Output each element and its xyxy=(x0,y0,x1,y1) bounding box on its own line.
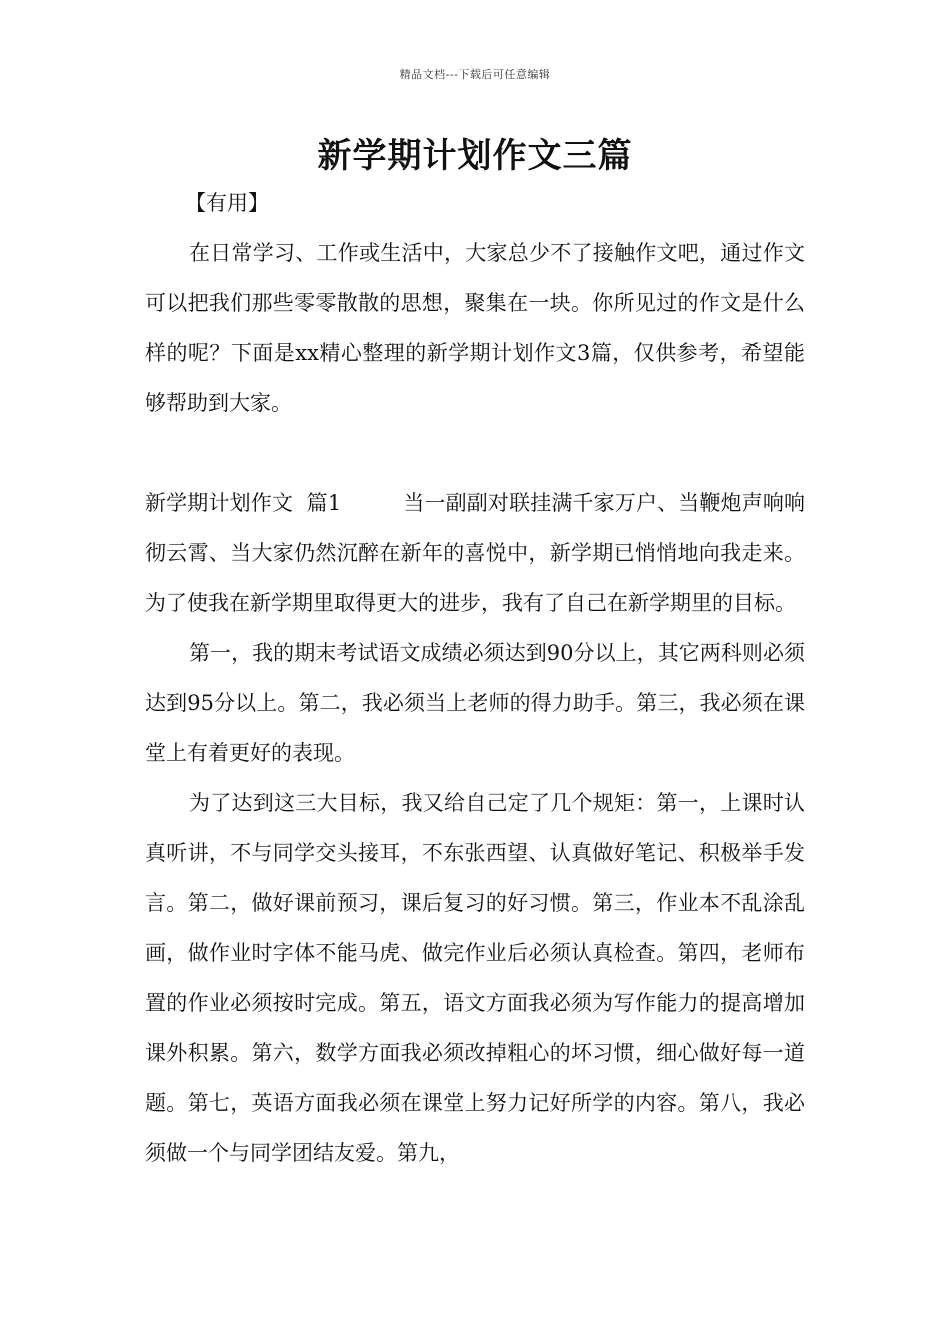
document-title: 新学期计划作文三篇 xyxy=(317,136,633,176)
section1-first-paragraph xyxy=(145,478,805,628)
section1-paragraph-2: 第一，我的期末考试语文成绩必须达到90分以上，其它两科则必须达到95分以上。第二，我必须当上老师的得力助手。第三，我必须在课堂上有着更好的表现。 xyxy=(145,641,805,765)
section1-lead: 当一副副对联挂满千家万户、当鞭炮声响响彻云霄、当大家仍然沉醉在新年的喜悦中，新学期已悄悄地向我走来。为了使我在新学期里取得更大的进步，我有了自己在新学期里的目标。 xyxy=(145,491,805,615)
intro-paragraph: 在日常学习、工作或生活中，大家总少不了接触作文吧，通过作文可以把我们那些零零散散的思想，聚集在一块。你所见过的作文是什么样的呢？下面是xx精心整理的新学期计划作文3篇，仅供参考，希望能够帮助到大家。 xyxy=(145,241,805,415)
section1-paragraph-3: 为了达到这三大目标，我又给自己定了几个规矩：第一，上课时认真听讲，不与同学交头接耳，不东张西望、认真做好笔记、积极举手发言。第二，做好课前预习，课后复习的好习惯。第三，作业本不乱涂乱画，做作业时字体不能马虎、做完作业后必须认真检查。第四，老师布置的作业必须按时完成。第五，语文方面我必须为写作能力的提高增加课外积累。第六，数学方面我必须改掉粗心的坏习惯，细心做好每一道题。第七，英语方面我必须在课堂上努力记好所学的内容。第八，我必须做一个与同学团结友爱。第九， xyxy=(145,791,805,1165)
document-body xyxy=(145,178,805,1178)
header-note: 精品文档---下载后可任意编辑 xyxy=(399,68,551,81)
paragraph-spacer xyxy=(145,428,805,478)
section1-heading: 新学期计划作文 篇1 xyxy=(145,491,342,515)
tag-label: 【有用】 xyxy=(185,191,269,215)
